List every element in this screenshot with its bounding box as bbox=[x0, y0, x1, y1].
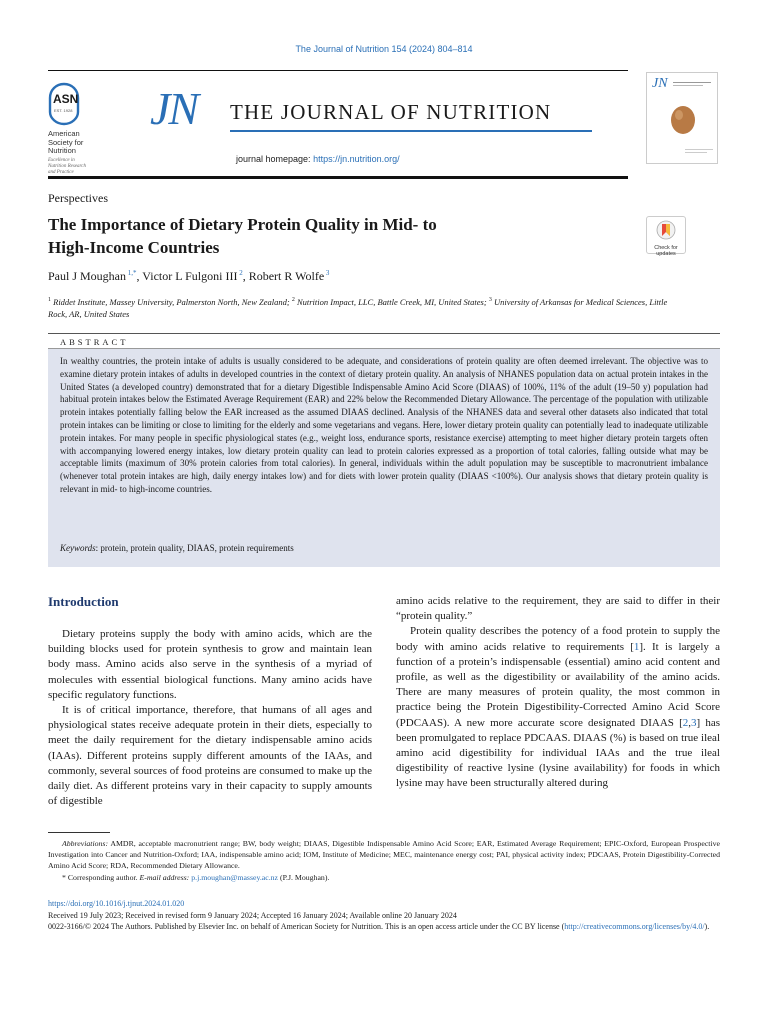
paragraph: Protein quality describes the potency of a food protein to supply the body with amino acids relative to requirements [1]. It is largely a function of a protein’s indispensable (essential) amino acid content and profile, as well as the digestibility or availability of the amino acids. There are many measures of protein quality, the most common in practice being the Protein Digestibility-Corrected Amino Acid Score (PDCAAS). A new more accurate score designated DIAAS [2,3] has been promulgated to replace PDCAAS. DIAAS (%) is based on true ileal amino acid digestibility for individual IAAs and the true ileal digestibility of reactive lysine (lysine availability) for foods in which lysine may have been structurally altered during bbox=[396, 625, 721, 790]
paragraph: Dietary proteins supply the body with amino acids, which are the building blocks used for protein synthesis to grow and maintain lean body mass. Amino acids also serve in the synthesis of a myriad of molecules with essential biological functions. Many amino acids have specific regulatory functions. bbox=[48, 628, 372, 701]
abstract-heading: ABSTRACT bbox=[60, 337, 129, 347]
asn-badge-year: EST. 1928 bbox=[54, 108, 73, 113]
paragraph: It is of critical importance, therefore, that humans of all ages and physiological states receive adequate protein in their diets, especially to meet the daily requirement for the dietary indispensable amino acids (IAAs). Different proteins supply different amounts of the IAAs, and commonly, several sources of food proteins are consumed to make up the daily diet. As different proteins vary in their capacity to supply amounts of digestible bbox=[48, 704, 372, 808]
cover-jn-mark: JN bbox=[652, 76, 668, 91]
journal-name: THE JOURNAL OF NUTRITION bbox=[230, 100, 552, 124]
abbreviations-footnote: Abbreviations: AMDR, acceptable macronutrient range; BW, body weight; DIAAS, Digestible Indispensable Amino Acid Score; EAR, Estimated Average Requirement; EPIC-Oxford, European Prospective Investigation into Cancer and Nutrition-Oxford; IAA, indispensable amino acid; IOM, Institute of Medicine; MEC, maintenance energy cost; PAI, physical activity index; PDCAAS, Protein Digestibility-Corrected Amino Acid Score; RDA, Recommended Dietary Allowance. bbox=[48, 839, 720, 871]
article-meta-footer bbox=[48, 898, 720, 933]
asn-badge-text: ASN bbox=[53, 92, 79, 106]
license-statement: 0022-3166/© 2024 The Authors. Published by Elsevier Inc. on behalf of American Society for Nutrition. This is an open access article under the CC BY license (http://creativecommons.org/licenses/by/4.0/). bbox=[48, 922, 710, 931]
reference-link[interactable]: 2 bbox=[682, 716, 689, 729]
society-name: American Society for Nutrition bbox=[48, 129, 84, 155]
header-rule-bottom bbox=[48, 176, 628, 179]
abstract-text: In wealthy countries, the protein intake of adults is usually considered to be adequate, and considerations of protein quality are often deemed irrelevant. The objective was to examine dietary protein intakes of adults in developed countries in the context of dietary protein quality. An analysis of NHANES population data on actual protein intakes in the United States (a developed country) demonstrated that for a dietary Digestible Indispensable Amino Acid Score (DIAAS) of 100%, 11% of the adult (19–50 y) population had habitual protein intakes below the Estimated Average Requirement (EAR) and 22% below the Recommended Dietary Allowance. The percentage of the population with utilizable protein intakes potentially falling below the EAR increased as the assumed DIAAS declined. Analysis of the NHANES data and several other datasets also indicated that total protein intakes can be limiting or close to limiting for the elderly and some vegetarians and vegans. Here, lower dietary protein quality can potentially lead to inadequate utilizable protein intakes. For many people in specific physiological states (e.g., weight loss, endurance sports, resistance exercise) attempting to meet higher dietary protein targets often with accompanying lowered energy intakes, low dietary protein quality can lead to protein calories expressed as a proportion of total calories, falling outside what may be acceptable limits (maximum of 30% protein calories from total calories). In general, individuals within the adult population may be susceptible to macronutrient imbalance (whenever total protein intakes are high, daily energy intakes low) and for diets with lower protein quality (DIAAS <100%). Our analysis shows that dietary protein quality is relevant in mid- to high-income countries. bbox=[60, 356, 708, 494]
article-dates: Received 19 July 2023; Received in revised form 9 January 2024; Accepted 16 January 2024; Available online 20 January 2024 bbox=[48, 910, 457, 920]
check-for-updates-button[interactable]: Check for updates bbox=[646, 216, 686, 254]
jn-logo: JN bbox=[150, 83, 198, 134]
section-heading-introduction: Introduction bbox=[48, 594, 119, 609]
keywords: Keywords: protein, protein quality, DIAAS, protein requirements bbox=[60, 543, 294, 553]
journal-homepage: journal homepage: https://jn.nutrition.org/ bbox=[236, 154, 400, 164]
corresponding-author-footnote: * Corresponding author. E-mail address: p.j.moughan@massey.ac.nz (P.J. Moughan). bbox=[62, 872, 330, 882]
affiliations: $^1$ Riddet Institute, Massey University, Palmerston North, New Zealand; $^2$ Nutrition Impact, LLC, Battle Creek, MI, United States; $^3$ University of Arkansas for Medical Sciences, Little Rock, AR, United States bbox=[48, 296, 668, 319]
footnote-rule bbox=[48, 832, 110, 833]
society-tagline: Excellence in Nutrition Research and Practice bbox=[48, 157, 87, 175]
cover-egg-icon bbox=[669, 103, 697, 135]
paragraph: amino acids relative to the requirement, they are said to differ in their “protein quality.” bbox=[396, 595, 720, 623]
reference-link[interactable]: 3 bbox=[691, 716, 697, 729]
footnotes bbox=[48, 838, 720, 883]
asn-badge-icon bbox=[48, 82, 80, 126]
author-name[interactable]: Victor L Fulgoni III bbox=[142, 269, 238, 283]
reference-link[interactable]: 1 bbox=[633, 640, 640, 653]
license-link[interactable]: http://creativecommons.org/licenses/by/4.0/ bbox=[564, 922, 705, 931]
journal-citation[interactable]: The Journal of Nutrition 154 (2024) 804–814 bbox=[295, 44, 473, 54]
abstract-heading-bar bbox=[48, 333, 720, 349]
article-section: Perspectives bbox=[48, 191, 108, 205]
author-name[interactable]: Paul J Moughan bbox=[48, 269, 126, 283]
bookmark-icon bbox=[656, 220, 676, 240]
journal-name-underline bbox=[230, 130, 592, 132]
header-rule-top bbox=[48, 70, 628, 71]
doi-link[interactable]: https://doi.org/10.1016/j.tjnut.2024.01.020 bbox=[48, 899, 185, 908]
body-column-left bbox=[48, 627, 372, 809]
article-title: The Importance of Dietary Protein Quality in Mid- to High-Income Countries bbox=[48, 215, 437, 257]
email-link[interactable]: p.j.moughan@massey.ac.nz bbox=[191, 872, 279, 882]
author-list: Paul J Moughan $^{1,*}$, Victor L Fulgoni III $^2$, Robert R Wolfe $^3$ bbox=[48, 269, 330, 283]
body-column-right bbox=[396, 594, 720, 792]
homepage-link[interactable]: https://jn.nutrition.org/ bbox=[313, 154, 400, 164]
author-name[interactable]: Robert R Wolfe bbox=[248, 269, 325, 283]
asn-logo bbox=[48, 82, 120, 176]
journal-cover-thumbnail[interactable] bbox=[646, 72, 718, 164]
